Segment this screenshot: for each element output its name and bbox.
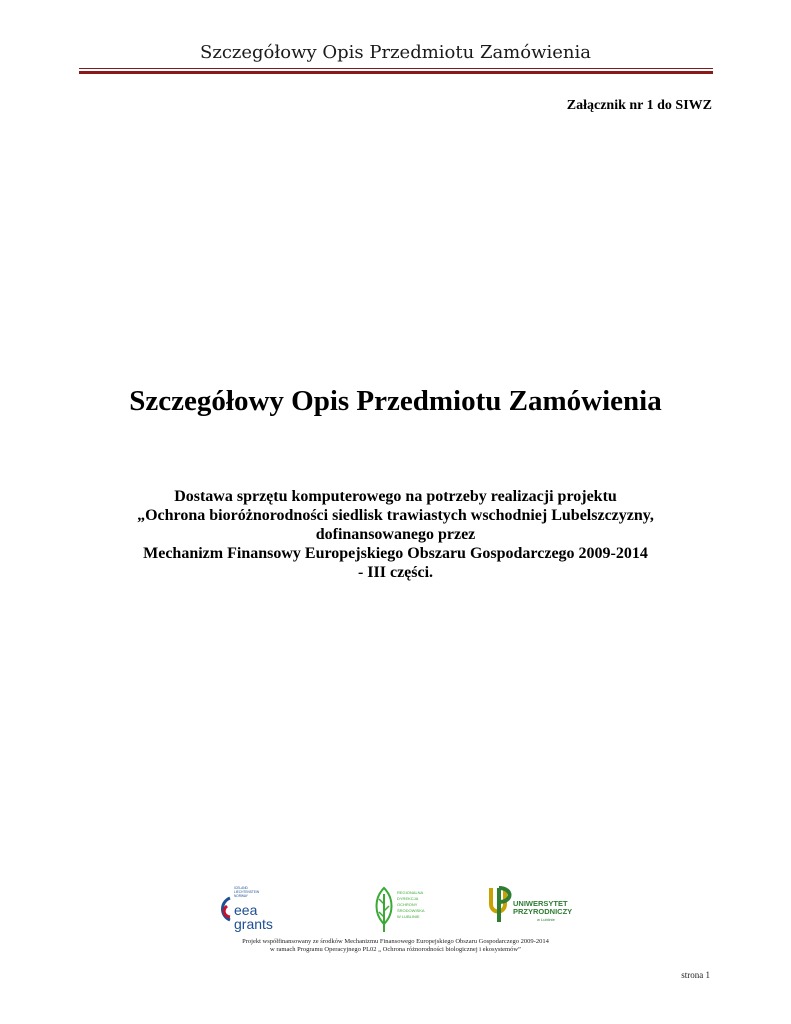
up-text-line2: PRZYRODNICZY — [513, 907, 573, 916]
header-rule-thick — [79, 71, 713, 74]
page-number: strona 1 — [681, 970, 710, 980]
header-rule-thin — [79, 68, 713, 69]
up-text-line3: w Lublinie — [537, 917, 555, 922]
subtitle-line: dofinansowanego przez — [315, 526, 476, 543]
footer-logos — [0, 884, 791, 936]
eea-top-text: ICELAND — [234, 886, 248, 890]
eea-top-text: LIECHTENSTEIN — [234, 890, 260, 894]
funding-line: w ramach Programu Operacyjnego PL02 „ Ochrona różnorodności biologicznej i ekosystemów” — [270, 946, 521, 953]
document-subtitle — [0, 487, 791, 582]
header-title: Szczegółowy Opis Przedmiotu Zamówienia — [200, 42, 591, 63]
annex-label: Załącznik nr 1 do SIWZ — [566, 98, 712, 113]
up-lublin-logo — [489, 884, 573, 928]
subtitle-line: „Ochrona bioróżnorodności siedlisk trawiastych wschodniej Lubelszczyzny, — [137, 507, 654, 524]
eea-arc-red — [224, 906, 230, 917]
rdos-text: REGIONALNA — [397, 890, 424, 895]
rdos-text: W LUBLINIE — [397, 914, 420, 919]
up-text-line1: UNIWERSYTET — [513, 899, 568, 908]
rdos-text: OCHRONY — [397, 902, 418, 907]
grants-word: grants — [234, 916, 273, 932]
eea-word: eea — [234, 902, 258, 918]
document-title: Szczegółowy Opis Przedmiotu Zamówienia — [129, 385, 662, 417]
rdos-logo — [372, 884, 434, 936]
funding-note — [0, 938, 791, 954]
eea-top-text: NORWAY — [234, 894, 248, 898]
rdos-text: ŚRODOWISKA — [397, 908, 425, 913]
subtitle-line: Dostawa sprzętu komputerowego na potrzeby realizacji projektu — [174, 488, 617, 505]
subtitle-line: - III części. — [357, 564, 434, 581]
funding-line: Projekt współfinansowany ze środków Mechanizmu Finansowego Europejskiego Obszaru Gospodarczego 2009-2014 — [242, 938, 549, 945]
rdos-text: DYREKCJA — [397, 896, 419, 901]
subtitle-line: Mechanizm Finansowy Europejskiego Obszaru Gospodarczego 2009-2014 — [143, 545, 648, 562]
eea-grants-logo — [218, 884, 290, 934]
